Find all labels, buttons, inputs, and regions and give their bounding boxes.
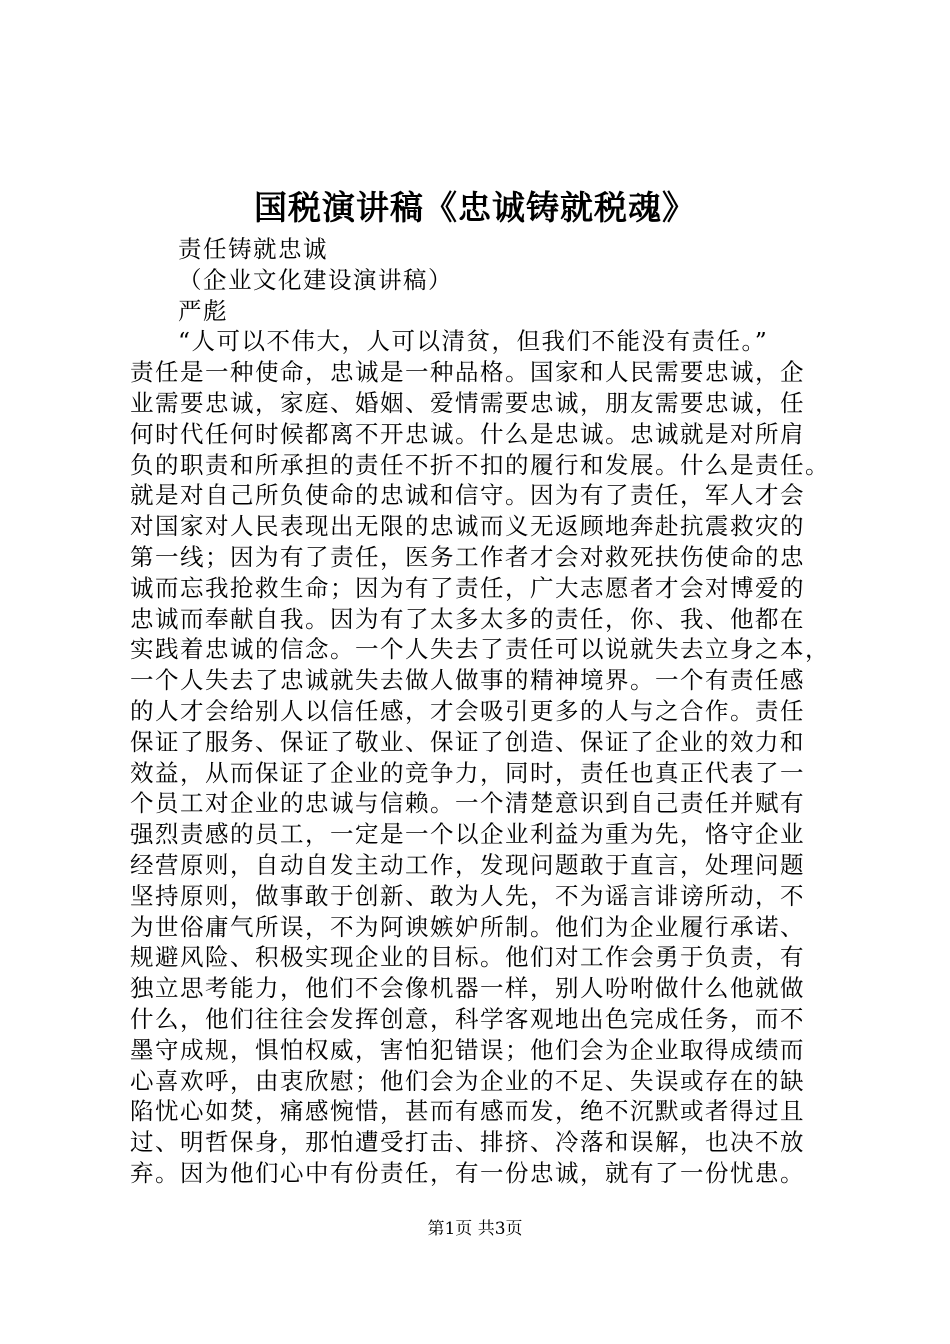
paragraph-line: 保证了服务、保证了敬业、保证了创造、保证了企业的效力和 <box>130 727 805 756</box>
paragraph-line: 心喜欢呼，由衷欣慰；他们会为企业的不足、失误或存在的缺 <box>130 1066 805 1095</box>
paragraph-line: 诚而忘我抢救生命；因为有了责任，广大志愿者才会对博爱的 <box>130 573 805 602</box>
note-line: （企业文化建设演讲稿） <box>178 265 453 294</box>
document-title: 国税演讲稿《忠诚铸就税魂》 <box>254 188 696 227</box>
paragraph-line: 业需要忠诚，家庭、婚姻、爱情需要忠诚，朋友需要忠诚，任 <box>130 388 805 417</box>
paragraph-line: 经营原则，自动自发主动工作，发现问题敢于直言，处理问题 <box>130 850 805 879</box>
paragraph-line: 第一线；因为有了责任，医务工作者才会对救死扶伤使命的忠 <box>130 542 805 571</box>
paragraph-line: 实践着忠诚的信念。一个人失去了责任可以说就失去立身之本， <box>130 635 830 664</box>
paragraph-line: 的人才会给别人以信任感，才会吸引更多的人与之合作。责任 <box>130 696 805 725</box>
paragraph-line: 何时代任何时候都离不开忠诚。什么是忠诚。忠诚就是对所肩 <box>130 419 805 448</box>
document-body <box>130 234 830 1189</box>
paragraph-line: 效益，从而保证了企业的竞争力，同时，责任也真正代表了一 <box>130 758 805 787</box>
paragraph-line: 责任是一种使命，忠诚是一种品格。国家和人民需要忠诚，企 <box>130 358 805 387</box>
paragraph-line: 个员工对企业的忠诚与信赖。一个清楚意识到自己责任并赋有 <box>130 789 805 818</box>
paragraph-line: 对国家对人民表现出无限的忠诚而义无返顾地奔赴抗震救灾的 <box>130 512 805 541</box>
page-number-footer: 第1页 共3页 <box>427 1219 523 1239</box>
paragraph-line: 强烈责感的员工，一定是一个以企业利益为重为先，恪守企业 <box>130 820 805 849</box>
paragraph-line: 规避风险、积极实现企业的目标。他们对工作会勇于负责，有 <box>130 943 805 972</box>
paragraph-line: 负的职责和所承担的责任不折不扣的履行和发展。什么是责任。 <box>130 450 830 479</box>
paragraph-line: “人可以不伟大，人可以清贫，但我们不能没有责任。” <box>178 327 769 356</box>
subtitle-line: 责任铸就忠诚 <box>178 235 328 263</box>
paragraph-line: 一个人失去了忠诚就失去做人做事的精神境界。一个有责任感 <box>130 666 805 695</box>
author-line: 严彪 <box>178 296 228 325</box>
paragraph-line: 墨守成规，惧怕权威，害怕犯错误；他们会为企业取得成绩而 <box>130 1035 805 1064</box>
paragraph-line: 坚持原则，做事敢于创新、敢为人先，不为谣言诽谤所动，不 <box>130 881 805 910</box>
paragraph-line: 弃。因为他们心中有份责任，有一份忠诚，就有了一份忧患。 <box>130 1158 805 1187</box>
paragraph-line: 独立思考能力，他们不会像机器一样，别人吩咐做什么他就做 <box>130 974 805 1003</box>
paragraph-line: 为世俗庸气所误，不为阿谀嫉妒所制。他们为企业履行承诺、 <box>130 912 805 941</box>
paragraph-line: 忠诚而奉献自我。因为有了太多太多的责任，你、我、他都在 <box>130 604 805 633</box>
paragraph-line: 什么，他们往往会发挥创意，科学客观地出色完成任务，而不 <box>130 1004 805 1033</box>
paragraph-line: 陷忧心如焚，痛感惋惜，甚而有感而发，绝不沉默或者得过且 <box>130 1097 805 1126</box>
paragraph-line: 就是对自己所负使命的忠诚和信守。因为有了责任，军人才会 <box>130 481 805 510</box>
paragraph-line: 过、明哲保身，那怕遭受打击、排挤、冷落和误解，也决不放 <box>130 1128 805 1157</box>
